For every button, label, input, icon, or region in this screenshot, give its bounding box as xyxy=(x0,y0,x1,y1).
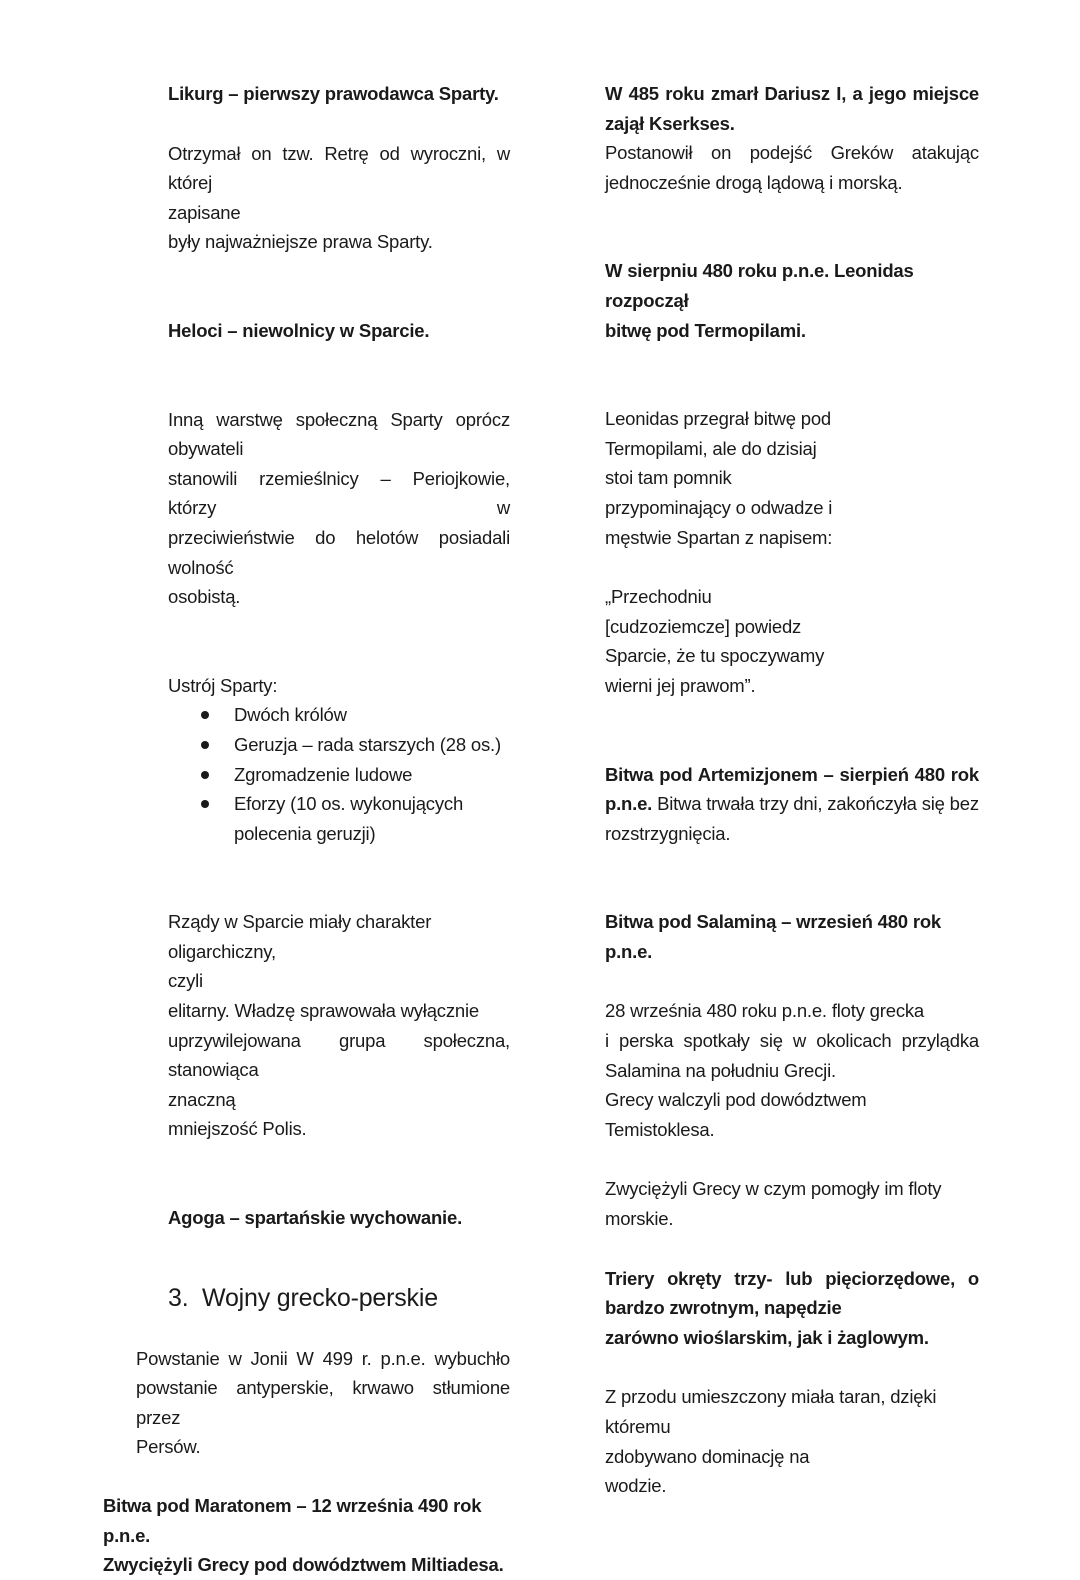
rzady-paragraph xyxy=(168,907,510,1144)
dariusz-paragraph xyxy=(605,138,979,197)
heloci-heading: Heloci – niewolnicy w Sparcie. xyxy=(168,319,430,341)
jonia-paragraph xyxy=(136,1344,510,1462)
taran-paragraph xyxy=(605,1382,979,1500)
text-line: „Przechodniu xyxy=(605,586,712,608)
likurg-heading: Likurg – pierwszy prawodawca Sparty. xyxy=(168,83,499,104)
text-line: 28 września 480 roku p.n.e. floty grecka xyxy=(605,1000,925,1022)
warstwa-paragraph xyxy=(168,405,510,612)
triery-paragraph xyxy=(605,1264,979,1353)
text-line: osobistą. xyxy=(168,586,241,608)
text-line: Bitwa pod Artemizjonem – sierpień 480 rok xyxy=(605,763,979,785)
salamina-paragraph xyxy=(605,996,979,1144)
text-line: Grecy walczyli pod dowództwem Temistoklesa. xyxy=(605,1089,867,1140)
text-line: uprzywilejowana grupa społeczna, stanowiąca xyxy=(168,1029,510,1081)
artemizjon-text: Bitwa trwała trzy dni, zakończyła się bez xyxy=(652,793,979,815)
text-line: Leonidas przegrał bitwę pod xyxy=(605,408,832,430)
salamina-heading: Bitwa pod Salaminą – wrzesień 480 rok p.n.e. xyxy=(605,911,942,962)
text-line xyxy=(605,789,979,819)
text-line: Salamina na południu Grecji. xyxy=(605,1059,836,1081)
text-line: elitarny. Władzę sprawowała wyłącznie xyxy=(168,1000,479,1022)
text-line: zdobywano dominację na xyxy=(605,1445,810,1467)
text-line: Zwyciężyli Grecy pod dowództwem Miltiadesa. xyxy=(103,1554,504,1576)
text-line: czyli xyxy=(168,970,203,992)
text-line: Triery okręty trzy- lub pięciorzędowe, o xyxy=(605,1267,979,1289)
zwyciezyli-paragraph: Zwyciężyli Grecy w czym pomogły im floty morskie. xyxy=(605,1178,942,1230)
text-line: Z przodu umieszczony miała taran, dzięki któremu xyxy=(605,1386,937,1437)
text-line: wierni jej prawom”. xyxy=(605,674,756,696)
text-line: powstanie antyperskie, krwawo stłumione przez xyxy=(136,1377,510,1428)
left-column xyxy=(103,79,510,1580)
text-line: jednocześnie drogą lądową i morską. xyxy=(605,171,903,193)
text-line: znaczną xyxy=(168,1088,236,1110)
epitaph-quote xyxy=(605,582,979,700)
text-line: Bitwa pod Maratonem – 12 września 490 rok p.n.e. xyxy=(103,1495,482,1546)
text-line: mniejszość Polis. xyxy=(168,1118,307,1140)
artemizjon-paragraph xyxy=(605,760,979,849)
text-line: męstwie Spartan z napisem: xyxy=(605,526,833,548)
text-line: zapisane xyxy=(168,201,241,223)
list-item: Dwóch królów xyxy=(192,700,510,730)
section-heading xyxy=(168,1283,510,1313)
text-line: W 485 roku zmarł Dariusz I, a jego miejsce xyxy=(605,83,979,104)
list-item: Zgromadzenie ludowe xyxy=(192,760,510,790)
text-line: Inną warstwę społeczną Sparty oprócz xyxy=(168,408,510,430)
text-line: Termopilami, ale do dzisiaj xyxy=(605,437,817,459)
text-line: stoi tam pomnik xyxy=(605,467,732,489)
text-line: bitwę pod Termopilami. xyxy=(605,319,806,341)
text-line: stanowili rzemieślnicy – Periojkowie, którzy w xyxy=(168,467,510,519)
right-column xyxy=(605,79,979,1501)
text-line: rozstrzygnięcia. xyxy=(605,822,731,844)
dariusz-heading xyxy=(605,79,979,138)
text-line: i perska spotkały się w okolicach przylądka xyxy=(605,1030,979,1052)
text-line: bardzo zwrotnym, napędzie xyxy=(605,1297,842,1319)
text-line: [cudzoziemcze] powiedz xyxy=(605,615,802,637)
section-number: 3. xyxy=(168,1283,189,1312)
section-title: Wojny grecko-perskie xyxy=(202,1283,438,1312)
text-line: Rządy w Sparcie miały charakter oligarchiczny, xyxy=(168,911,432,962)
text-line: Powstanie w Jonii W 499 r. p.n.e. wybuchło xyxy=(136,1347,510,1369)
text-line: zarówno wioślarskim, jak i żaglowym. xyxy=(605,1326,929,1348)
text-line: Persów. xyxy=(136,1436,201,1458)
text-line: W sierpniu 480 roku p.n.e. Leonidas rozpoczął xyxy=(605,260,914,311)
ustroj-list xyxy=(168,700,510,848)
artemizjon-date: p.n.e. xyxy=(605,793,653,815)
text-line: wodzie. xyxy=(605,1475,667,1497)
termopile-heading xyxy=(605,256,979,345)
text-line: zajął Kserkses. xyxy=(605,112,735,134)
text-line: Otrzymał on tzw. Retrę od wyroczni, w której xyxy=(168,142,510,194)
likurg-paragraph xyxy=(168,139,510,257)
text-line: przeciwieństwie do helotów posiadali wolność xyxy=(168,526,510,578)
leonidas-paragraph xyxy=(605,404,979,552)
agoga-heading: Agoga – spartańskie wychowanie. xyxy=(168,1207,463,1229)
text-line: przypominający o odwadze i xyxy=(605,496,833,518)
maraton-paragraph xyxy=(103,1491,523,1580)
text-line: Postanowił on podejść Greków atakując xyxy=(605,142,979,164)
text-line: były najważniejsze prawa Sparty. xyxy=(168,231,433,253)
text-line: obywateli xyxy=(168,438,244,460)
text-line: Sparcie, że tu spoczywamy xyxy=(605,645,825,667)
list-item: Eforzy (10 os. wykonujących polecenia geruzji) xyxy=(192,789,510,848)
list-item: Geruzja – rada starszych (28 os.) xyxy=(192,730,510,760)
ustroj-title: Ustrój Sparty: xyxy=(168,674,278,696)
